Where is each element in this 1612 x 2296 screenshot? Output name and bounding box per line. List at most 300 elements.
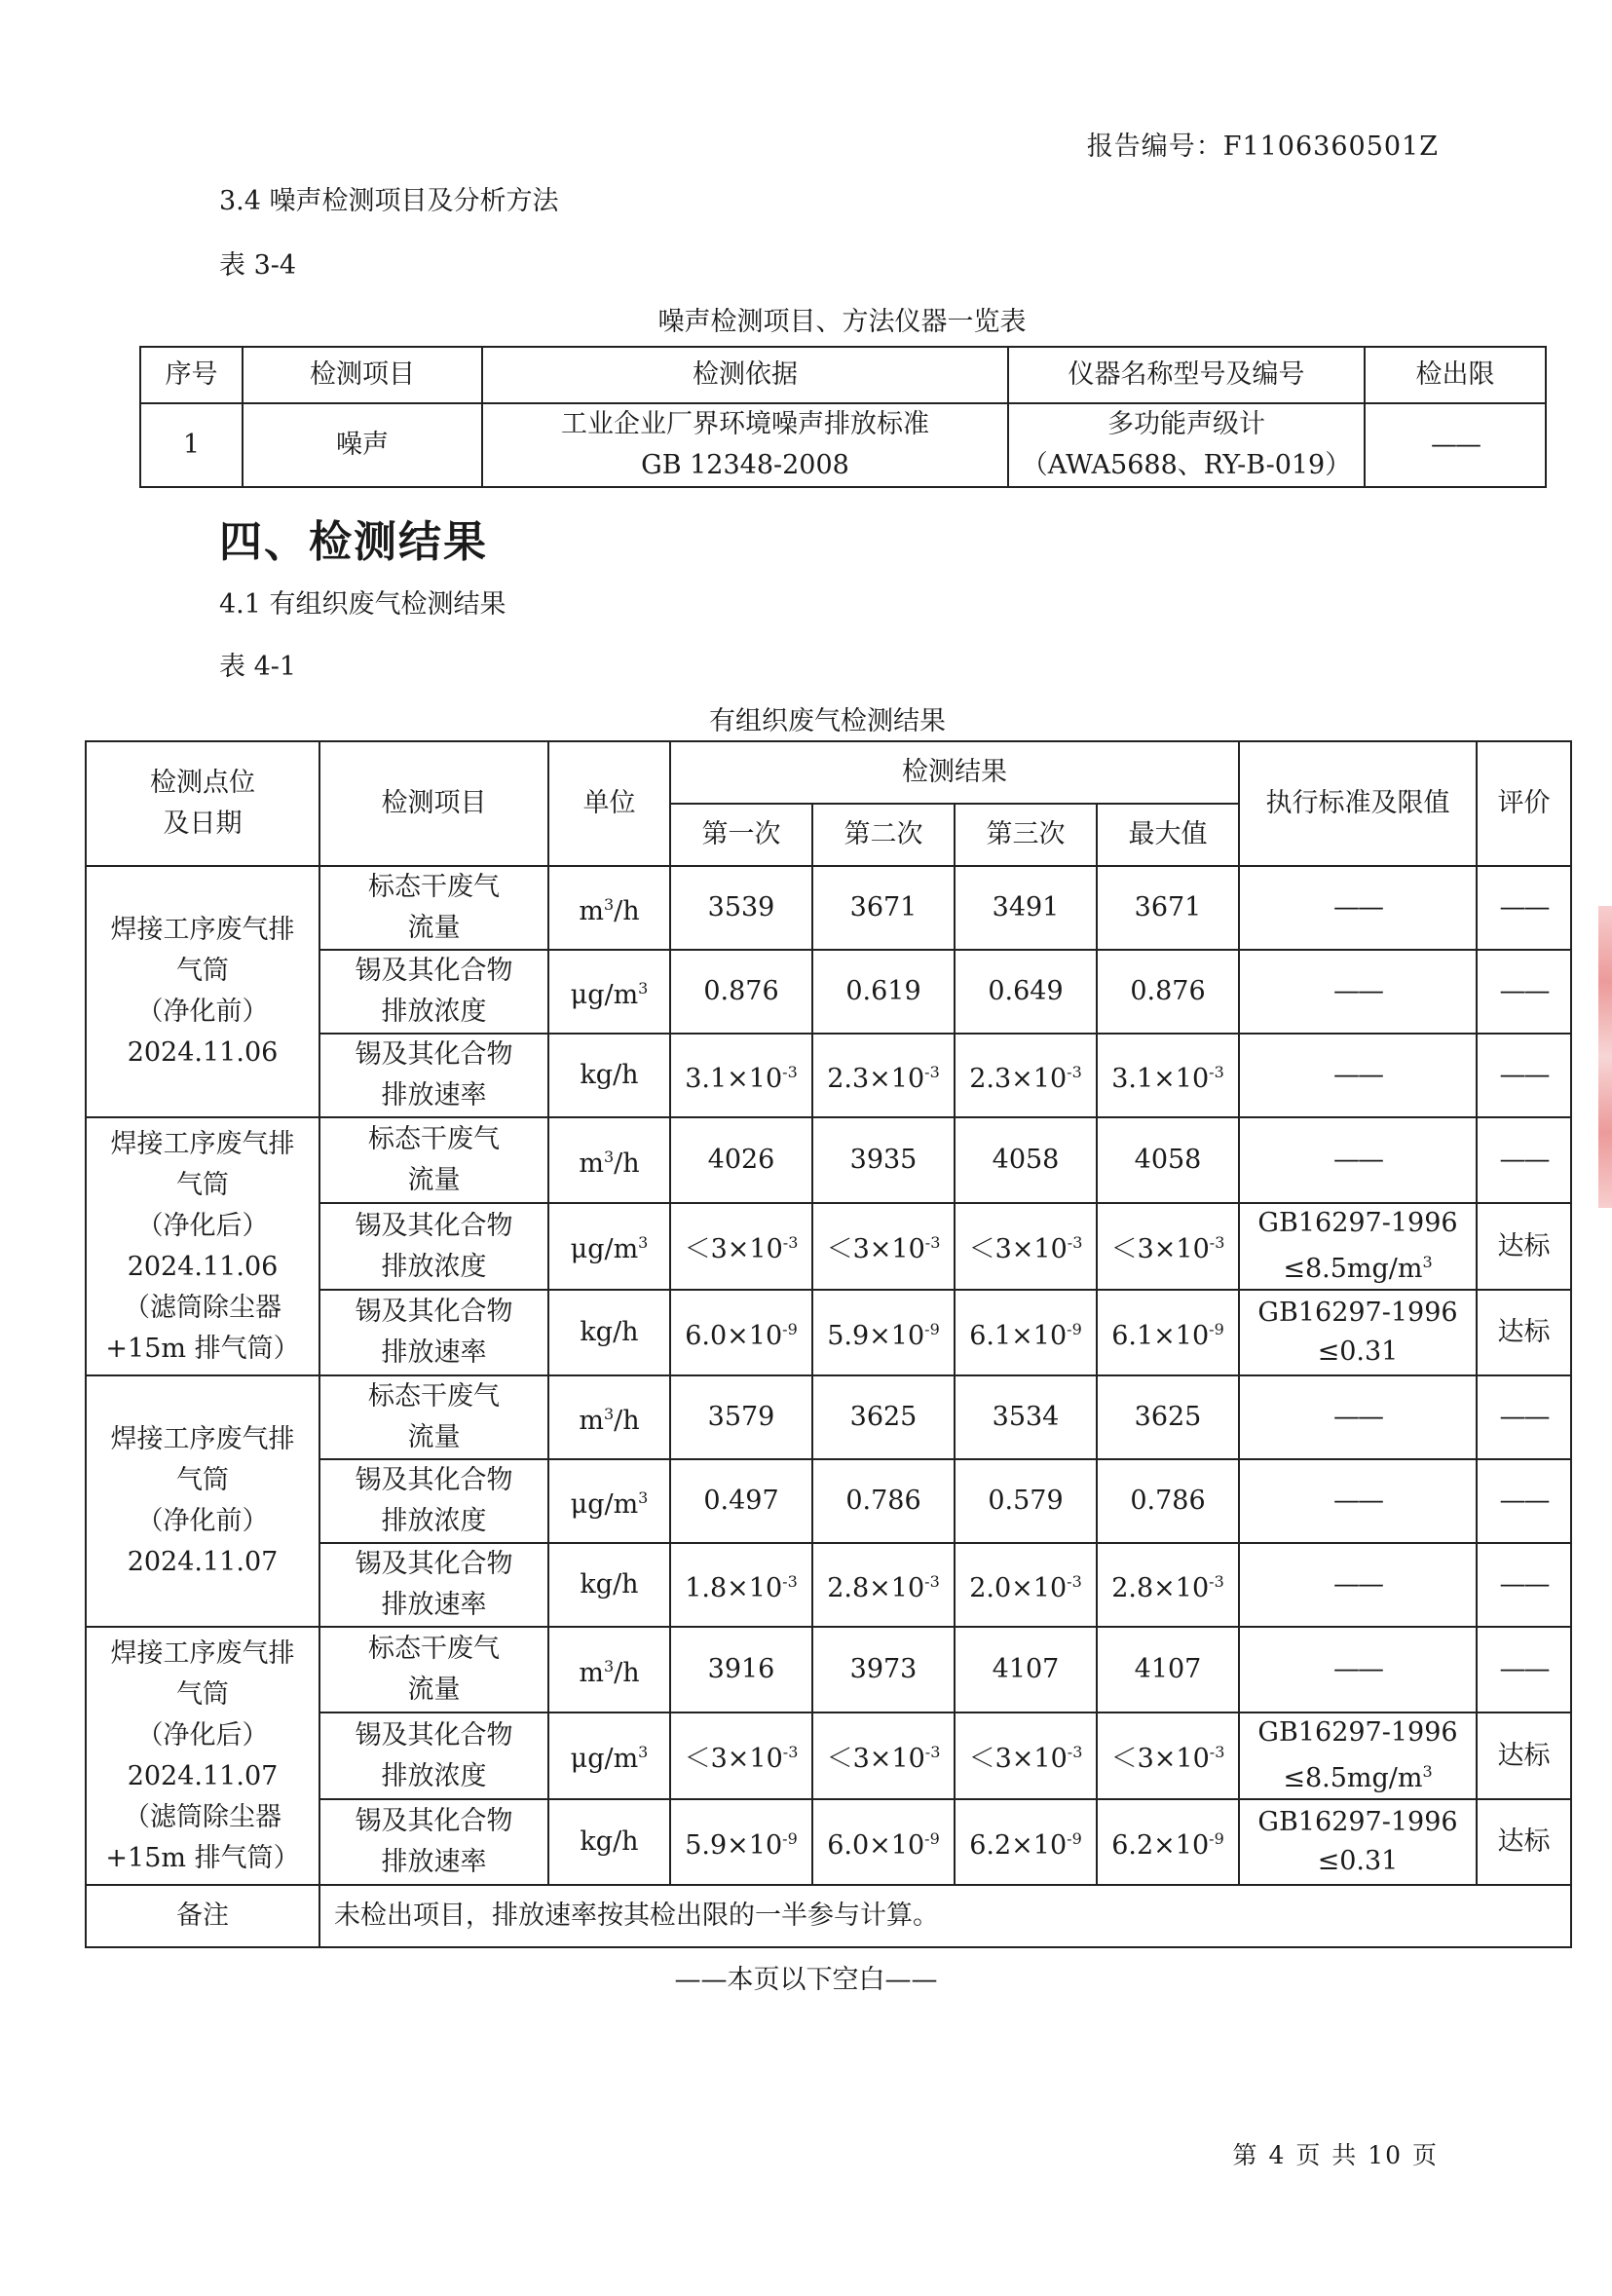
max-value-base: 0.876 — [1130, 976, 1206, 1006]
third-value-base: ＜3×10 — [968, 1744, 1068, 1774]
unit-base: μg/m — [570, 979, 639, 1010]
standard-sup: 3 — [1422, 1253, 1433, 1271]
evaluation-cell: —— — [1477, 1034, 1571, 1117]
first-value — [670, 1627, 812, 1713]
table-header-row — [86, 741, 1571, 804]
report-number: 报告编号：F1106360501Z — [1086, 132, 1439, 162]
standard-line — [1244, 1564, 1472, 1605]
col-point — [86, 741, 319, 866]
first-value — [670, 1713, 812, 1799]
item-line: 锡及其化合物 — [355, 1297, 513, 1327]
table-row — [86, 1375, 1571, 1459]
evaluation-cell: —— — [1477, 1459, 1571, 1543]
first-value — [670, 1117, 812, 1203]
third-value-base: 4058 — [992, 1145, 1060, 1175]
second-value — [812, 1117, 955, 1203]
row-item: 噪声 — [243, 403, 482, 487]
item-cell — [319, 1543, 548, 1627]
second-value-exp: -3 — [924, 1743, 941, 1761]
unit-cell — [548, 1543, 670, 1627]
third-value-exp: -3 — [1067, 1062, 1082, 1081]
unit-tail: /h — [614, 1405, 640, 1436]
second-value-base: 6.0×10 — [827, 1829, 925, 1861]
point-cell — [86, 1375, 319, 1627]
standard-sup: 3 — [1422, 1762, 1433, 1781]
col-second: 第二次 — [812, 804, 955, 866]
point-line: （滤筒除尘器 — [124, 1292, 281, 1323]
col-max: 最大值 — [1097, 804, 1239, 866]
second-value-exp: -3 — [924, 1062, 940, 1081]
remark-row — [86, 1885, 1571, 1947]
evaluation-cell: 达标 — [1477, 1290, 1571, 1375]
standard-line — [1244, 1055, 1472, 1096]
table-4-1-caption: 有组织废气检测结果 — [709, 706, 946, 736]
unit-base: μg/m — [570, 1744, 639, 1774]
first-value-base: 3539 — [707, 892, 775, 922]
point-line: （净化后） — [136, 1210, 269, 1241]
point-cell — [86, 866, 319, 1117]
unit-cell — [548, 1203, 670, 1290]
col-limit: 检出限 — [1365, 347, 1546, 403]
standard-cell — [1239, 1543, 1477, 1627]
unit-cell — [548, 1713, 670, 1799]
unit-base: m — [579, 895, 604, 926]
item-cell — [319, 1203, 548, 1290]
max-value — [1097, 1799, 1239, 1885]
standard-text: —— — [1333, 1654, 1382, 1684]
first-value-base: 5.9×10 — [685, 1829, 783, 1861]
unit-tail: /h — [614, 1148, 640, 1179]
item-cell — [319, 1627, 548, 1713]
standard-line — [1244, 1842, 1472, 1881]
point-line: 气筒 — [176, 1465, 229, 1495]
evaluation-cell: 达标 — [1477, 1799, 1571, 1885]
max-value-base: 4107 — [1134, 1654, 1202, 1684]
page-number: 第 4 页 共 10 页 — [1232, 2141, 1439, 2169]
standard-line — [1244, 1713, 1472, 1752]
first-value-base: 0.497 — [703, 1486, 779, 1516]
col-third: 第三次 — [955, 804, 1097, 866]
max-value-base: 3.1×10 — [1111, 1063, 1210, 1094]
first-value — [670, 1034, 812, 1117]
point-cell — [86, 1627, 319, 1885]
second-value-exp: -3 — [924, 1571, 940, 1591]
point-line: 焊接工序废气排 — [110, 1128, 295, 1159]
item-line: 标态干废气 — [368, 1381, 500, 1411]
max-value-base: ＜3×10 — [1110, 1234, 1210, 1264]
second-value-exp: -9 — [924, 1828, 940, 1848]
item-line: 流量 — [407, 1165, 461, 1195]
first-value-base: 4026 — [707, 1145, 775, 1175]
third-value — [955, 1117, 1097, 1203]
col-standard: 执行标准及限值 — [1239, 741, 1477, 866]
unit-cell — [548, 866, 670, 950]
evaluation-cell: —— — [1477, 866, 1571, 950]
third-value-base: 3534 — [992, 1402, 1060, 1432]
table-4-1-label: 表 4-1 — [219, 652, 297, 682]
second-value-base: 3671 — [849, 892, 918, 922]
unit-base: kg/h — [580, 1317, 639, 1347]
item-line: 排放浓度 — [381, 1760, 487, 1791]
col-point-line-1: 检测点位 — [150, 768, 255, 798]
unit-base: m — [579, 1148, 604, 1179]
second-value — [812, 1203, 955, 1290]
max-value — [1097, 1375, 1239, 1459]
standard-cell — [1239, 1459, 1477, 1543]
table-3-4-label: 表 3-4 — [219, 250, 297, 281]
item-cell — [319, 1117, 548, 1203]
point-line: （净化前） — [136, 1506, 269, 1536]
max-value-base: 3671 — [1134, 892, 1202, 922]
standard-cell — [1239, 1627, 1477, 1713]
item-line: 锡及其化合物 — [355, 1465, 513, 1495]
standard-line — [1244, 1481, 1472, 1522]
item-cell — [319, 1459, 548, 1543]
row-basis — [482, 403, 1008, 487]
emission-results-table — [85, 740, 1572, 1948]
first-value-exp: -9 — [782, 1828, 798, 1848]
item-cell — [319, 1713, 548, 1799]
max-value-exp: -3 — [1209, 1233, 1225, 1252]
unit-cell — [548, 1117, 670, 1203]
standard-line — [1244, 1649, 1472, 1690]
third-value — [955, 1627, 1097, 1713]
second-value — [812, 1034, 955, 1117]
max-value — [1097, 1290, 1239, 1375]
item-cell — [319, 1290, 548, 1375]
second-value-base: ＜3×10 — [826, 1234, 925, 1264]
max-value-exp: -9 — [1209, 1319, 1224, 1338]
first-value — [670, 1290, 812, 1375]
standard-text: —— — [1333, 1060, 1382, 1090]
standard-line — [1244, 887, 1472, 928]
second-value — [812, 1459, 955, 1543]
unit-cell — [548, 1375, 670, 1459]
unit-sup: 3 — [638, 1743, 649, 1761]
col-item: 检测项目 — [243, 347, 482, 403]
max-value — [1097, 1203, 1239, 1290]
third-value — [955, 1375, 1097, 1459]
standard-text: ≤0.31 — [1317, 1846, 1399, 1876]
item-line: 排放速率 — [381, 1080, 487, 1110]
third-value — [955, 1203, 1097, 1290]
max-value-base: 6.2×10 — [1111, 1829, 1210, 1861]
evaluation-cell: —— — [1477, 950, 1571, 1034]
third-value — [955, 1713, 1097, 1799]
evaluation-cell: —— — [1477, 1543, 1571, 1627]
section-4-1-heading: 4.1 有组织废气检测结果 — [219, 589, 506, 620]
standard-cell — [1239, 1117, 1477, 1203]
second-value-base: 0.619 — [845, 976, 921, 1006]
first-value — [670, 866, 812, 950]
basis-line-1: 工业企业厂界环境噪声排放标准 — [561, 409, 929, 439]
third-value-exp: -3 — [1067, 1743, 1083, 1761]
max-value-base: 3625 — [1134, 1402, 1202, 1432]
unit-cell — [548, 1290, 670, 1375]
table-header-row — [140, 347, 1546, 403]
row-limit: —— — [1365, 403, 1546, 487]
standard-cell — [1239, 1034, 1477, 1117]
evaluation-cell: —— — [1477, 1375, 1571, 1459]
second-value-base: 2.3×10 — [827, 1063, 925, 1094]
standard-text: ≤8.5mg/m — [1283, 1763, 1423, 1793]
second-value — [812, 1713, 955, 1799]
item-line: 流量 — [407, 913, 461, 943]
first-value-base: 0.876 — [703, 976, 779, 1006]
remark-text: 未检出项目，排放速率按其检出限的一半参与计算。 — [319, 1885, 1571, 1947]
evaluation-cell: 达标 — [1477, 1713, 1571, 1799]
point-cell — [86, 1117, 319, 1375]
instrument-line-1: 多功能声级计 — [1107, 409, 1265, 439]
point-line: 2024.11.06 — [127, 1251, 279, 1282]
col-evaluation: 评价 — [1477, 741, 1571, 866]
standard-cell — [1239, 1799, 1477, 1885]
first-value-base: 6.0×10 — [685, 1320, 783, 1351]
row-instrument — [1008, 403, 1365, 487]
first-value-exp: -3 — [782, 1743, 799, 1761]
unit-tail: /h — [614, 895, 640, 926]
unit-sup: 3 — [603, 1656, 615, 1675]
third-value-base: 6.2×10 — [969, 1829, 1068, 1861]
third-value-base: 6.1×10 — [969, 1320, 1068, 1351]
standard-cell — [1239, 866, 1477, 950]
table-row — [86, 866, 1571, 950]
standard-text: GB16297-1996 — [1257, 1208, 1458, 1238]
unit-base: m — [579, 1405, 604, 1436]
standard-line — [1244, 1397, 1472, 1438]
third-value-exp: -9 — [1067, 1319, 1082, 1338]
item-line: 排放速率 — [381, 1337, 487, 1368]
row-no: 1 — [140, 403, 243, 487]
first-value-exp: -3 — [782, 1233, 799, 1252]
standard-cell — [1239, 1713, 1477, 1799]
item-line: 流量 — [407, 1675, 461, 1705]
third-value — [955, 1543, 1097, 1627]
point-line: 气筒 — [176, 1678, 229, 1710]
standard-text: GB16297-1996 — [1257, 1298, 1458, 1328]
standard-line — [1244, 1333, 1472, 1372]
max-value — [1097, 1713, 1239, 1799]
point-line: 焊接工序废气排 — [110, 1637, 295, 1669]
item-line: 锡及其化合物 — [355, 956, 513, 986]
standard-text: —— — [1333, 976, 1382, 1006]
unit-cell — [548, 1459, 670, 1543]
first-value-base: 1.8×10 — [685, 1572, 783, 1603]
second-value-base: 3973 — [849, 1654, 918, 1684]
max-value-base: 4058 — [1134, 1145, 1202, 1175]
standard-text: ≤8.5mg/m — [1283, 1254, 1423, 1284]
noise-methods-table — [139, 346, 1547, 488]
third-value-exp: -3 — [1067, 1571, 1082, 1591]
third-value — [955, 866, 1097, 950]
item-line: 标态干废气 — [368, 872, 500, 902]
max-value-base: 6.1×10 — [1111, 1320, 1210, 1351]
third-value-exp: -3 — [1067, 1233, 1083, 1252]
third-value — [955, 1459, 1097, 1543]
item-line: 锡及其化合物 — [355, 1806, 513, 1836]
point-line: +15m 排气筒） — [105, 1842, 300, 1873]
item-line: 锡及其化合物 — [355, 1549, 513, 1579]
second-value-base: 3625 — [849, 1402, 918, 1432]
col-no: 序号 — [140, 347, 243, 403]
max-value-base: 2.8×10 — [1111, 1572, 1210, 1603]
item-cell — [319, 1034, 548, 1117]
third-value — [955, 1290, 1097, 1375]
first-value — [670, 950, 812, 1034]
max-value — [1097, 1459, 1239, 1543]
unit-sup: 3 — [638, 978, 649, 997]
point-line: +15m 排气筒） — [105, 1333, 300, 1364]
first-value-exp: -3 — [782, 1571, 798, 1591]
point-line: 气筒 — [176, 1169, 229, 1200]
item-line: 标态干废气 — [368, 1124, 500, 1154]
standard-line — [1244, 1294, 1472, 1333]
item-line: 锡及其化合物 — [355, 1039, 513, 1070]
col-point-line-2: 及日期 — [163, 809, 243, 839]
second-value-base: 2.8×10 — [827, 1572, 925, 1603]
first-value-base: 3916 — [707, 1654, 775, 1684]
second-value — [812, 1290, 955, 1375]
standard-line — [1244, 971, 1472, 1012]
standard-line — [1244, 1140, 1472, 1181]
standard-line — [1244, 1752, 1472, 1798]
seal-edge-mark — [1598, 906, 1612, 1208]
table-3-4-caption: 噪声检测项目、方法仪器一览表 — [657, 307, 1027, 337]
third-value-base: 0.649 — [988, 976, 1064, 1006]
third-value-base: 3491 — [992, 892, 1060, 922]
second-value-exp: -9 — [924, 1319, 940, 1338]
unit-base: kg/h — [580, 1060, 639, 1090]
results-body — [86, 866, 1571, 1885]
evaluation-cell: 达标 — [1477, 1203, 1571, 1290]
standard-text: ≤0.31 — [1317, 1336, 1399, 1367]
point-line: （滤筒除尘器 — [124, 1801, 281, 1832]
item-cell — [319, 950, 548, 1034]
point-line: 2024.11.07 — [127, 1760, 279, 1791]
standard-line — [1244, 1204, 1472, 1243]
point-line: 2024.11.07 — [127, 1547, 279, 1577]
evaluation-cell: —— — [1477, 1117, 1571, 1203]
point-line: （净化前） — [136, 997, 269, 1027]
blank-below-note: ——本页以下空白—— — [674, 1965, 938, 1995]
item-line: 排放浓度 — [381, 1506, 487, 1536]
unit-base: m — [579, 1657, 604, 1688]
standard-text: —— — [1333, 1569, 1382, 1600]
section-4-heading: 四、检测结果 — [219, 517, 488, 567]
max-value-base: ＜3×10 — [1110, 1744, 1210, 1774]
item-cell — [319, 866, 548, 950]
second-value — [812, 1627, 955, 1713]
item-line: 排放速率 — [381, 1847, 487, 1877]
standard-line — [1244, 1803, 1472, 1842]
item-line: 流量 — [407, 1422, 461, 1452]
unit-cell — [548, 1627, 670, 1713]
standard-cell — [1239, 950, 1477, 1034]
first-value-exp: -9 — [782, 1319, 798, 1338]
max-value-exp: -9 — [1209, 1828, 1224, 1848]
point-line: 2024.11.06 — [127, 1037, 279, 1068]
second-value-exp: -3 — [924, 1233, 941, 1252]
standard-text: —— — [1333, 1402, 1382, 1432]
item-line: 排放速率 — [381, 1590, 487, 1620]
standard-cell — [1239, 1203, 1477, 1290]
col-results: 检测结果 — [670, 741, 1239, 804]
col-unit: 单位 — [548, 741, 670, 866]
table-row — [140, 403, 1546, 487]
unit-cell — [548, 1799, 670, 1885]
col-first: 第一次 — [670, 804, 812, 866]
point-line: 气筒 — [176, 956, 229, 986]
second-value-base: 3935 — [849, 1145, 918, 1175]
first-value-exp: -3 — [782, 1062, 798, 1081]
evaluation-cell: —— — [1477, 1627, 1571, 1713]
item-line: 标态干废气 — [368, 1634, 500, 1664]
standard-cell — [1239, 1375, 1477, 1459]
unit-sup: 3 — [603, 1404, 615, 1423]
item-line: 排放浓度 — [381, 1251, 487, 1282]
max-value — [1097, 950, 1239, 1034]
item-line: 排放浓度 — [381, 997, 487, 1027]
first-value — [670, 1203, 812, 1290]
second-value — [812, 1375, 955, 1459]
unit-sup: 3 — [603, 1147, 615, 1166]
first-value — [670, 1543, 812, 1627]
max-value-exp: -3 — [1209, 1062, 1224, 1081]
third-value-base: 2.0×10 — [969, 1572, 1068, 1603]
first-value-base: ＜3×10 — [684, 1234, 783, 1264]
standard-text: —— — [1333, 1145, 1382, 1175]
standard-line — [1244, 1243, 1472, 1289]
standard-text: —— — [1333, 892, 1382, 922]
max-value — [1097, 1627, 1239, 1713]
point-line: 焊接工序废气排 — [110, 915, 295, 945]
standard-cell — [1239, 1290, 1477, 1375]
point-line: 焊接工序废气排 — [110, 1424, 295, 1454]
first-value — [670, 1375, 812, 1459]
col-basis: 检测依据 — [482, 347, 1008, 403]
max-value — [1097, 1034, 1239, 1117]
max-value-exp: -3 — [1209, 1743, 1225, 1761]
standard-text: GB16297-1996 — [1257, 1717, 1458, 1748]
max-value-base: 0.786 — [1130, 1486, 1206, 1516]
second-value — [812, 1799, 955, 1885]
unit-cell — [548, 950, 670, 1034]
third-value-base: ＜3×10 — [968, 1234, 1068, 1264]
third-value-base: 2.3×10 — [969, 1063, 1068, 1094]
standard-text: —— — [1333, 1486, 1382, 1516]
unit-base: μg/m — [570, 1488, 639, 1520]
first-value — [670, 1459, 812, 1543]
second-value — [812, 950, 955, 1034]
col-item: 检测项目 — [319, 741, 548, 866]
second-value — [812, 1543, 955, 1627]
item-cell — [319, 1799, 548, 1885]
table-row — [86, 1627, 1571, 1713]
max-value — [1097, 866, 1239, 950]
table-row — [86, 1117, 1571, 1203]
item-line: 锡及其化合物 — [355, 1210, 513, 1241]
unit-base: kg/h — [580, 1569, 639, 1600]
second-value — [812, 866, 955, 950]
unit-sup: 3 — [638, 1487, 649, 1507]
second-value-base: ＜3×10 — [826, 1744, 925, 1774]
third-value-exp: -9 — [1067, 1828, 1082, 1848]
unit-tail: /h — [614, 1657, 640, 1688]
third-value-base: 4107 — [992, 1654, 1060, 1684]
second-value-base: 5.9×10 — [827, 1320, 925, 1351]
third-value — [955, 950, 1097, 1034]
third-value-base: 0.579 — [988, 1486, 1064, 1516]
